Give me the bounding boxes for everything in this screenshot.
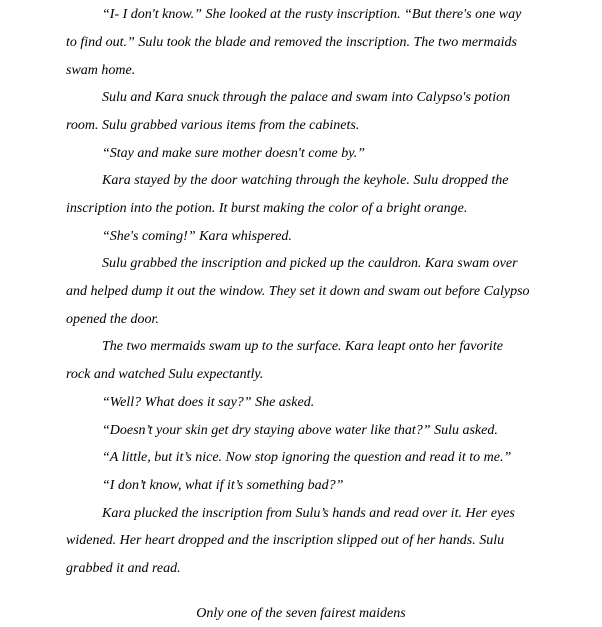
verse-line: Only one of the seven fairest maidens <box>196 606 406 621</box>
text-line: widened. Her heart dropped and the inscription slipped out of her hands. Sulu <box>66 533 505 548</box>
text-line: room. Sulu grabbed various items from the cabinets. <box>66 118 360 133</box>
text-line: Kara stayed by the door watching through the keyhole. Sulu dropped the <box>102 173 509 188</box>
text-line: rock and watched Sulu expectantly. <box>66 367 264 382</box>
text-line: grabbed it and read. <box>66 561 181 576</box>
text-line: The two mermaids swam up to the surface. Kara leapt onto her favorite <box>102 339 503 354</box>
text-line: “I- I don't know.” She looked at the rusty inscription. “But there's one way <box>102 7 522 22</box>
text-line: inscription into the potion. It burst making the color of a bright orange. <box>66 201 468 216</box>
text-line: “Stay and make sure mother doesn't come by.” <box>102 146 365 161</box>
text-line: Kara plucked the inscription from Sulu’s hands and read over it. Her eyes <box>102 506 515 521</box>
text-line: Sulu and Kara snuck through the palace and swam into Calypso's potion <box>102 90 511 105</box>
text-line: swam home. <box>66 63 136 78</box>
text-line: “She's coming!” Kara whispered. <box>102 229 292 244</box>
text-line: “I don’t know, what if it’s something bad?” <box>102 478 344 493</box>
text-line: opened the door. <box>66 312 159 327</box>
text-line: “A little, but it’s nice. Now stop ignoring the question and read it to me.” <box>102 450 512 465</box>
text-line: to find out.” Sulu took the blade and removed the inscription. The two mermaids <box>66 35 517 50</box>
text-line: and helped dump it out the window. They set it down and swam out before Calypso <box>66 284 530 299</box>
text-line: “Well? What does it say?” She asked. <box>102 395 315 410</box>
text-line: “Doesn’t your skin get dry staying above water like that?” Sulu asked. <box>102 423 498 438</box>
text-line: Sulu grabbed the inscription and picked up the cauldron. Kara swam over <box>102 256 518 271</box>
